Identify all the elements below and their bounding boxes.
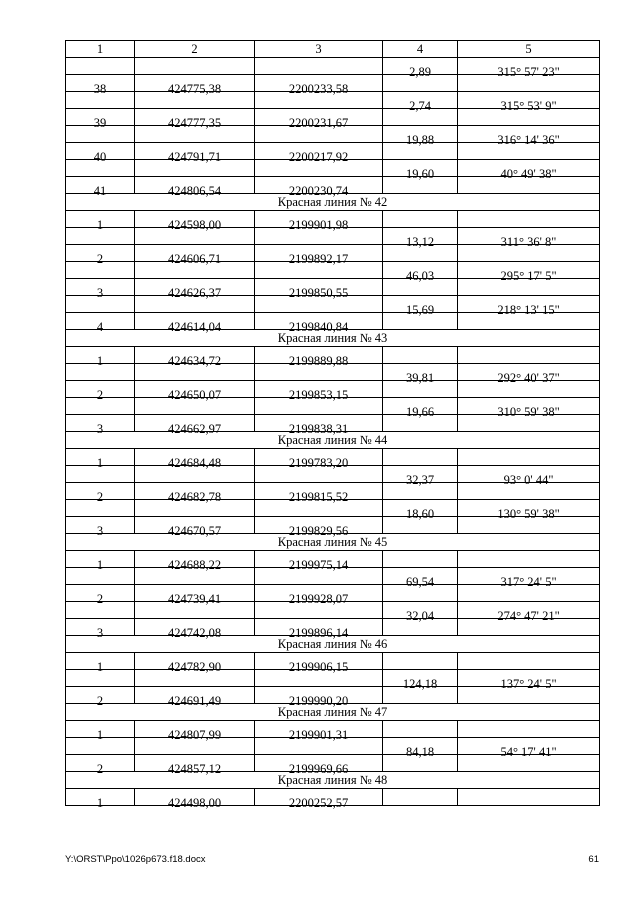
segment-angle: 316° 14' 36" bbox=[458, 132, 600, 149]
point-x: 424742,08 bbox=[135, 625, 255, 642]
segment-angle: 317° 24' 5" bbox=[458, 574, 600, 591]
segment-length: 2,89 bbox=[383, 64, 458, 81]
point-number: 3 bbox=[66, 523, 135, 540]
segment-angle: 130° 59' 38" bbox=[458, 506, 600, 523]
point-row bbox=[66, 551, 600, 568]
segment-angle: 93° 0' 44" bbox=[458, 472, 600, 489]
point-number: 2 bbox=[66, 251, 135, 268]
point-number: 41 bbox=[66, 183, 135, 200]
point-number: 3 bbox=[66, 285, 135, 302]
point-x: 424782,90 bbox=[135, 659, 255, 676]
empty-angle-cell bbox=[458, 551, 600, 568]
empty-x-cell bbox=[135, 58, 255, 75]
point-y: 2199901,98 bbox=[255, 217, 383, 234]
point-number: 1 bbox=[66, 217, 135, 234]
segment-length: 15,69 bbox=[383, 302, 458, 319]
point-row bbox=[66, 211, 600, 228]
empty-length-cell bbox=[383, 721, 458, 738]
empty-length-cell bbox=[383, 449, 458, 466]
point-y: 2200233,58 bbox=[255, 81, 383, 98]
point-row bbox=[66, 347, 600, 364]
point-y: 2199850,55 bbox=[255, 285, 383, 302]
segment-angle: 310° 59' 38" bbox=[458, 404, 600, 421]
segment-angle: 295° 17' 5" bbox=[458, 268, 600, 285]
point-number: 3 bbox=[66, 421, 135, 438]
point-y: 2199783,20 bbox=[255, 455, 383, 472]
point-x: 424739,41 bbox=[135, 591, 255, 608]
header-row bbox=[66, 41, 600, 58]
point-x: 424775,38 bbox=[135, 81, 255, 98]
segment-angle: 311° 36' 8" bbox=[458, 234, 600, 251]
point-y: 2199815,52 bbox=[255, 489, 383, 506]
segment-angle: 292° 40' 37" bbox=[458, 370, 600, 387]
point-number: 40 bbox=[66, 149, 135, 166]
point-x: 424670,57 bbox=[135, 523, 255, 540]
point-x: 424807,99 bbox=[135, 727, 255, 744]
empty-angle-cell bbox=[458, 789, 600, 806]
section-title: Красная линия № 46 bbox=[66, 636, 600, 653]
point-x: 424806,54 bbox=[135, 183, 255, 200]
segment-length: 19,88 bbox=[383, 132, 458, 149]
point-y: 2199975,14 bbox=[255, 557, 383, 574]
point-number: 1 bbox=[66, 795, 135, 812]
segment-length: 124,18 bbox=[383, 676, 458, 693]
point-number: 1 bbox=[66, 659, 135, 676]
segment-length: 32,37 bbox=[383, 472, 458, 489]
empty-length-cell bbox=[383, 211, 458, 228]
empty-angle-cell bbox=[458, 347, 600, 364]
coordinates-table-body bbox=[66, 41, 600, 810]
point-y: 2199896,14 bbox=[255, 625, 383, 642]
section-title: Красная линия № 45 bbox=[66, 534, 600, 551]
column-header: 2 bbox=[135, 41, 255, 58]
point-number: 1 bbox=[66, 455, 135, 472]
section-title: Красная линия № 48 bbox=[66, 772, 600, 789]
point-x: 424857,12 bbox=[135, 761, 255, 778]
segment-angle: 54° 17' 41" bbox=[458, 744, 600, 761]
segment-angle: 40° 49' 38" bbox=[458, 166, 600, 183]
footer-page-number: 61 bbox=[588, 854, 599, 865]
section-title: Красная линия № 42 bbox=[66, 194, 600, 211]
segment-length: 2,74 bbox=[383, 98, 458, 115]
point-x: 424650,07 bbox=[135, 387, 255, 404]
point-x: 424662,97 bbox=[135, 421, 255, 438]
point-number: 1 bbox=[66, 353, 135, 370]
point-y: 2199990,20 bbox=[255, 693, 383, 710]
point-row bbox=[66, 653, 600, 670]
point-x: 424684,48 bbox=[135, 455, 255, 472]
point-y: 2199892,17 bbox=[255, 251, 383, 268]
empty-angle-cell bbox=[458, 211, 600, 228]
segment-angle: 315° 53' 9" bbox=[458, 98, 600, 115]
point-y: 2199853,15 bbox=[255, 387, 383, 404]
point-number: 2 bbox=[66, 387, 135, 404]
point-y: 2199906,15 bbox=[255, 659, 383, 676]
segment-length: 46,03 bbox=[383, 268, 458, 285]
empty-number-cell bbox=[66, 58, 135, 75]
segment-length: 18,60 bbox=[383, 506, 458, 523]
point-x: 424598,00 bbox=[135, 217, 255, 234]
section-title: Красная линия № 44 bbox=[66, 432, 600, 449]
point-x: 424606,71 bbox=[135, 251, 255, 268]
point-x: 424626,37 bbox=[135, 285, 255, 302]
point-number: 38 bbox=[66, 81, 135, 98]
section-title: Красная линия № 43 bbox=[66, 330, 600, 347]
point-y: 2199889,88 bbox=[255, 353, 383, 370]
point-number: 39 bbox=[66, 115, 135, 132]
segment-length: 19,66 bbox=[383, 404, 458, 421]
empty-length-cell bbox=[383, 551, 458, 568]
segment-length: 13,12 bbox=[383, 234, 458, 251]
point-number: 3 bbox=[66, 625, 135, 642]
column-header: 3 bbox=[255, 41, 383, 58]
point-number: 2 bbox=[66, 591, 135, 608]
empty-angle-cell bbox=[458, 721, 600, 738]
empty-length-cell bbox=[383, 347, 458, 364]
segment-row bbox=[66, 58, 600, 75]
point-number: 1 bbox=[66, 727, 135, 744]
point-x: 424614,04 bbox=[135, 319, 255, 336]
point-number: 1 bbox=[66, 557, 135, 574]
point-y: 2199829,56 bbox=[255, 523, 383, 540]
point-y: 2199928,07 bbox=[255, 591, 383, 608]
point-number: 4 bbox=[66, 319, 135, 336]
point-row bbox=[66, 789, 600, 806]
empty-angle-cell bbox=[458, 449, 600, 466]
segment-angle: 218° 13' 15" bbox=[458, 302, 600, 319]
segment-angle: 274° 47' 21" bbox=[458, 608, 600, 625]
column-header: 4 bbox=[383, 41, 458, 58]
segment-angle: 315° 57' 23" bbox=[458, 64, 600, 81]
point-y: 2199901,31 bbox=[255, 727, 383, 744]
segment-length: 32,04 bbox=[383, 608, 458, 625]
point-y: 2200231,67 bbox=[255, 115, 383, 132]
point-y: 2200217,92 bbox=[255, 149, 383, 166]
point-y: 2199969,66 bbox=[255, 761, 383, 778]
point-x: 424691,49 bbox=[135, 693, 255, 710]
point-y: 2200252,57 bbox=[255, 795, 383, 812]
segment-length: 84,18 bbox=[383, 744, 458, 761]
coordinates-table bbox=[65, 40, 600, 810]
segment-length: 19,60 bbox=[383, 166, 458, 183]
empty-length-cell bbox=[383, 653, 458, 670]
point-number: 2 bbox=[66, 693, 135, 710]
point-x: 424777,35 bbox=[135, 115, 255, 132]
empty-y-cell bbox=[255, 58, 383, 75]
segment-length: 69,54 bbox=[383, 574, 458, 591]
footer-file-path: Y:\ORST\Ppo\1026p673.f18.docx bbox=[65, 854, 206, 865]
point-number: 2 bbox=[66, 761, 135, 778]
point-x: 424791,71 bbox=[135, 149, 255, 166]
point-x: 424634,72 bbox=[135, 353, 255, 370]
column-header: 1 bbox=[66, 41, 135, 58]
point-x: 424498,00 bbox=[135, 795, 255, 812]
point-number: 2 bbox=[66, 489, 135, 506]
empty-angle-cell bbox=[458, 653, 600, 670]
point-y: 2199840,84 bbox=[255, 319, 383, 336]
point-row bbox=[66, 449, 600, 466]
point-y: 2199838,31 bbox=[255, 421, 383, 438]
segment-angle: 137° 24' 5" bbox=[458, 676, 600, 693]
empty-length-cell bbox=[383, 789, 458, 806]
point-x: 424688,22 bbox=[135, 557, 255, 574]
section-title: Красная линия № 47 bbox=[66, 704, 600, 721]
segment-length: 39,81 bbox=[383, 370, 458, 387]
point-x: 424682,78 bbox=[135, 489, 255, 506]
point-row bbox=[66, 721, 600, 738]
column-header: 5 bbox=[458, 41, 600, 58]
point-y: 2200230,74 bbox=[255, 183, 383, 200]
